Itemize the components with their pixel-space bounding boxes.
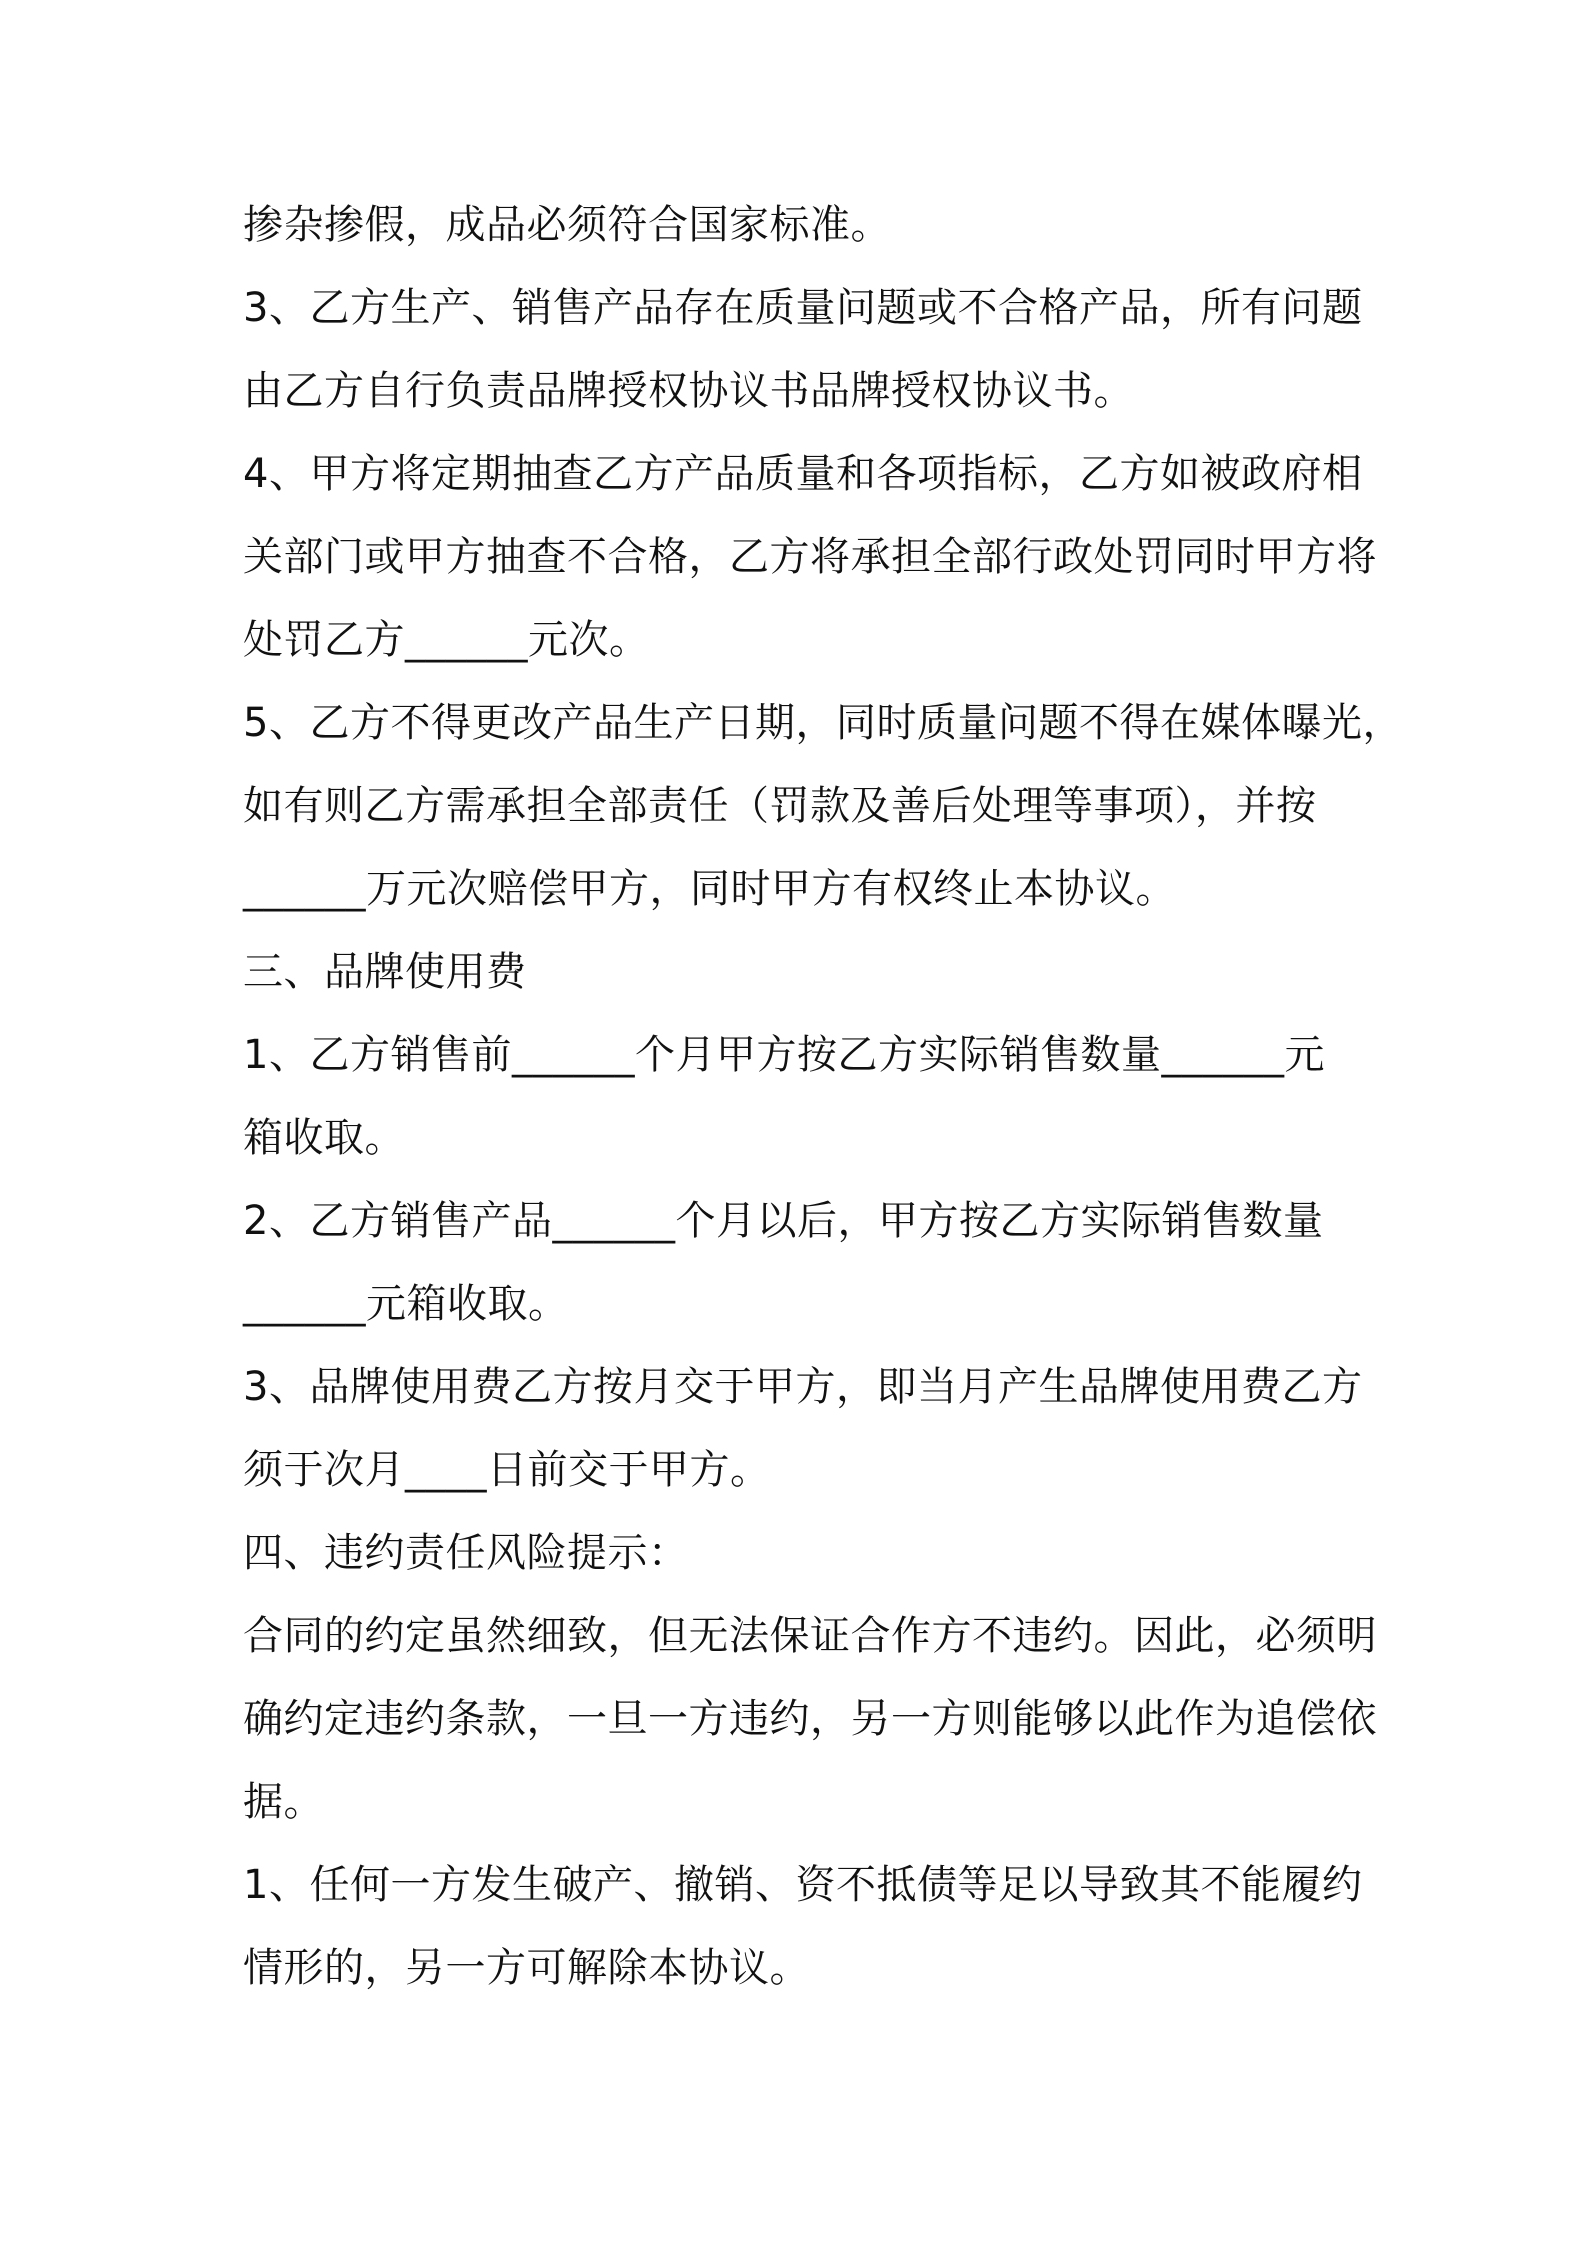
text-line: 掺杂掺假，成品必须符合国家标准。 [243,202,891,248]
text-line: 据。 [243,1779,324,1825]
document-body [243,196,1403,2022]
text-line: ______万元次赔偿甲方，同时甲方有权终止本协议。 [243,866,1176,912]
text-line: 3、品牌使用费乙方按月交于甲方，即当月产生品牌使用费乙方 [243,1364,1363,1410]
section-heading: 三、品牌使用费 [243,949,527,995]
text-line: ______元箱收取。 [243,1281,569,1327]
text-line: 处罚乙方______元次。 [243,617,650,663]
text-line: 情形的，另一方可解除本协议。 [243,1945,810,1991]
text-line: 由乙方自行负责品牌授权协议书品牌授权协议书。 [243,368,1134,414]
text-line: 2、乙方销售产品______个月以后，甲方按乙方实际销售数量 [243,1198,1324,1244]
text-line: 5、乙方不得更改产品生产日期，同时质量问题不得在媒体曝光， [243,700,1403,746]
text-line: 合同的约定虽然细致，但无法保证合作方不违约。因此，必须明 [243,1613,1377,1659]
text-line: 1、乙方销售前______个月甲方按乙方实际销售数量______元 [243,1032,1325,1078]
text-line: 确约定违约条款，一旦一方违约，另一方则能够以此作为追偿依 [243,1696,1377,1742]
text-line: 须于次月____日前交于甲方。 [243,1447,771,1493]
text-line: 1、任何一方发生破产、撤销、资不抵债等足以导致其不能履约 [243,1862,1363,1908]
text-line: 如有则乙方需承担全部责任（罚款及善后处理等事项），并按 [243,783,1317,829]
text-line: 箱收取。 [243,1115,405,1161]
text-line: 4、甲方将定期抽查乙方产品质量和各项指标，乙方如被政府相 [243,451,1363,497]
section-heading: 四、违约责任风险提示： [243,1530,689,1576]
text-line: 关部门或甲方抽查不合格，乙方将承担全部行政处罚同时甲方将 [243,534,1377,580]
text-line: 3、乙方生产、销售产品存在质量问题或不合格产品，所有问题 [243,285,1363,331]
